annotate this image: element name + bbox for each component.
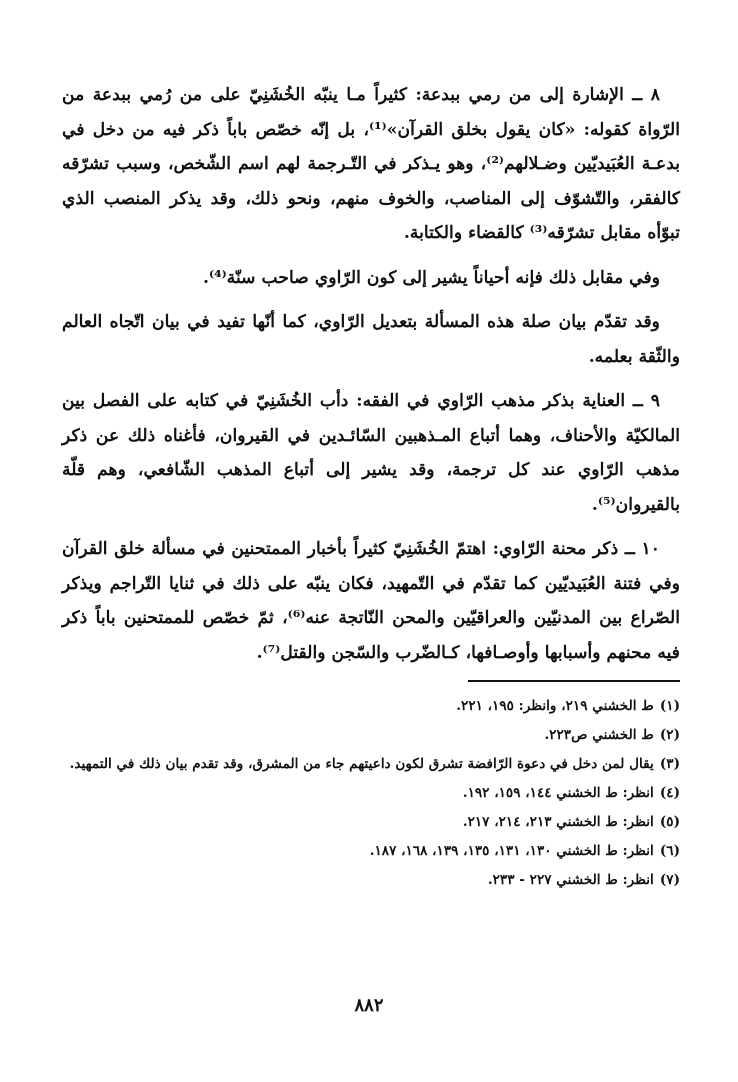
footnote-item	[62, 866, 680, 895]
paragraph-9-jurisprudence-school: ٩ ــ العناية بذكر مذهب الرّاوي في الفقه: دأب الخُشَنِيّ في كتابه على الفصل بين المالكيّة والأحناف، وهما أتباع المـذهبين السّائـدين في القيروان، فأغناه ذلك عن ذكر مذهب الرّاوي عند كل ترجمة، وقد يشير إلى أتباع المذهب الشّافعي، وهم قلّة بالقيروان⁽⁵⁾.	[62, 391, 680, 515]
footnote-text: يقال لمن دخل في دعوة الرّافضة تشرق لكون داعيتهم جاء من المشرق، وقد تقدم بيان ذلك في التمهيد.	[69, 756, 654, 772]
footnote-item	[62, 750, 680, 779]
footnote-separator	[468, 680, 680, 682]
paragraph-8-heretic-marking: ٨ ــ الإشارة إلى من رمي ببدعة: كثيراً مـا ينبّه الخُشَنِيّ على من رُمي ببدعة من الرّواة كقوله: «كان يقول بخلق القرآن»⁽¹⁾، بل إنّه خصّص باباً ذكر فيه من دخل في بدعـة العُبَيديّين وضـلالهم⁽²⁾، وهو يـذكر في التّـرجمة لهم اسم الشّخص، وسبب تشرّقه كالفقر، والتّشوّف إلى المناصب، والخوف منهم، ونحو ذلك، وقد يذكر المنصب الذي تبوّأه مقابل تشرّقه⁽³⁾ كالقضاء والكتابة.	[62, 85, 681, 243]
footnote-item	[62, 779, 680, 808]
footnote-item	[62, 808, 680, 837]
page-content	[62, 78, 680, 895]
page-number: ٨٨٢	[354, 995, 384, 1016]
footnote-number: (٤)	[659, 785, 680, 801]
footnote-item	[62, 721, 680, 750]
footnotes-list	[62, 692, 680, 895]
footnote-number: (١)	[659, 698, 680, 714]
footnote-text: ط الخشني ٢١٩، وانظر: ١٩٥، ٢٢١.	[456, 698, 654, 714]
paragraph-10-narrator-ordeal: ١٠ ــ ذكر محنة الرّاوي: اهتمّ الخُشَنِيّ كثيراً بأخبار الممتحنين في مسألة خلق القرآن وفي فتنة العُبَيديّين كما تقدّم في التّمهيد، فكان ينبّه على ذلك في ثنايا التّراجم ويذكر الصّراع بين المدنيّين والعراقيّين والمحن النّاتجة عنه⁽⁶⁾، ثمّ خصّص للممتحنين باباً ذكر فيه محنهم وأسبابها وأوصـافها، كـالضّرب والسّجن والقتل⁽⁷⁾.	[62, 539, 680, 663]
footnote-number: (٦)	[659, 843, 680, 859]
footnote-number: (٣)	[659, 756, 680, 772]
footnote-number: (٢)	[659, 727, 680, 743]
footnote-text: انظر: ط الخشني ٢٢٧ - ٢٣٣.	[487, 872, 654, 888]
footnote-number: (٥)	[659, 814, 680, 830]
paragraph-narrator-evaluation: وقد تقدّم بيان صلة هذه المسألة بتعديل الرّاوي، كما أنّها تفيد في بيان اتّجاه العالم والثّقة بعلمه.	[62, 312, 680, 367]
footnote-text: انظر: ط الخشني ٢١٣، ٢١٤، ٢١٧.	[462, 814, 654, 830]
footnote-item	[62, 692, 680, 721]
footnote-item	[62, 837, 680, 866]
footnote-text: انظر: ط الخشني ١٣٠، ١٣١، ١٣٥، ١٣٩، ١٦٨، ١٨٧.	[369, 843, 654, 859]
footnote-text: ط الخشني ص٢٢٣.	[544, 727, 654, 743]
footnote-text: انظر: ط الخشني ١٤٤، ١٥٩، ١٩٢.	[462, 785, 654, 801]
paragraph-sunnah-note: وفي مقابل ذلك فإنه أحياناً يشير إلى كون الرّاوي صاحب سنّة⁽⁴⁾.	[202, 267, 660, 288]
footnote-number: (٧)	[659, 872, 680, 888]
